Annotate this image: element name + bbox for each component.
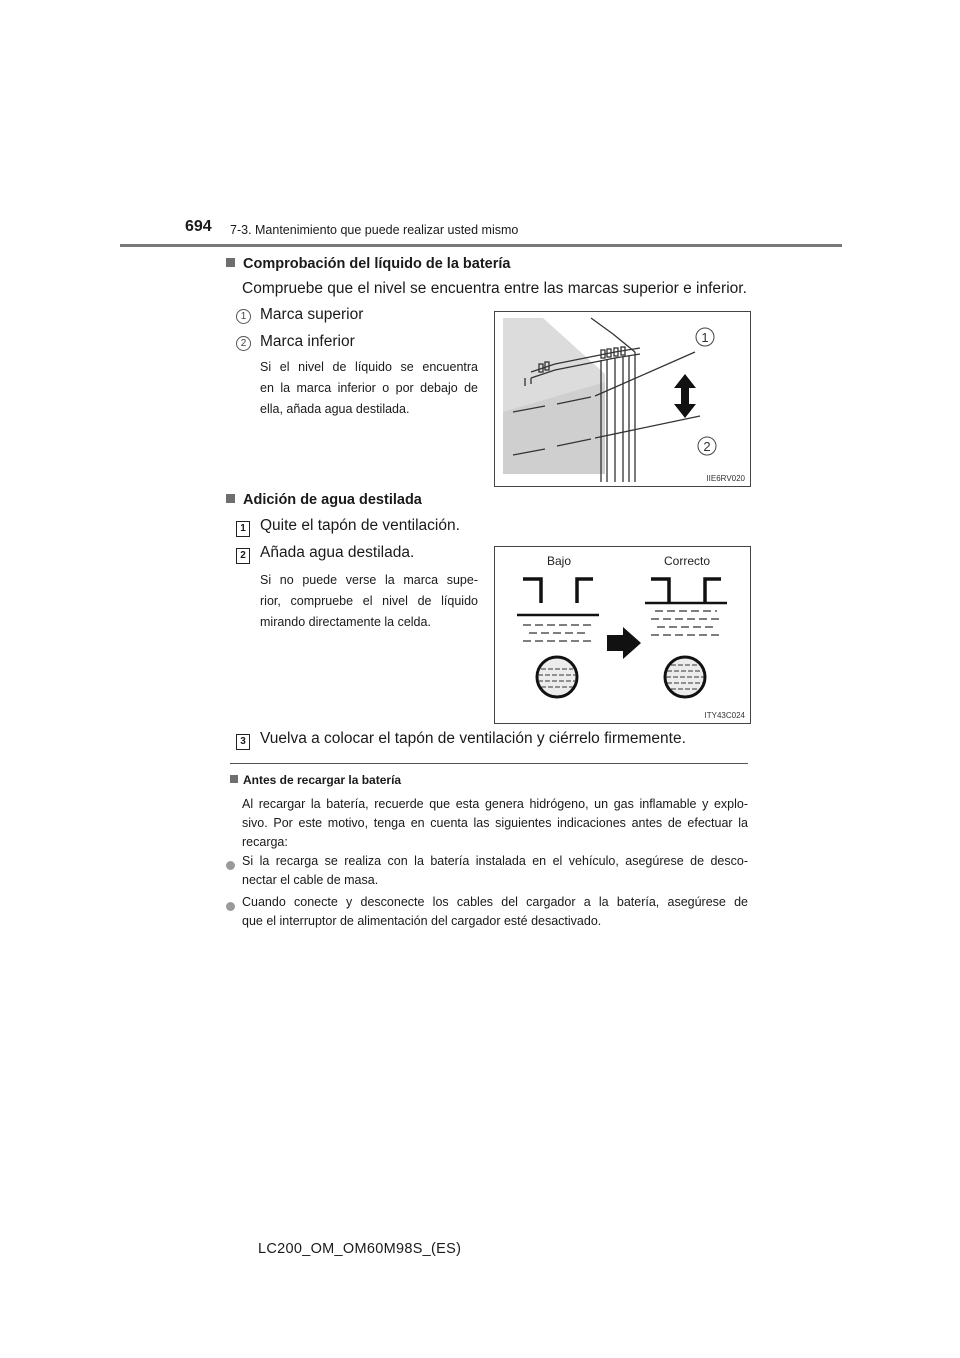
callout-marker: 2 [236,336,251,351]
note-line: en la marca inferior o por debajo de [260,381,478,395]
callout-2-label: 2 [703,439,711,454]
page-number: 694 [185,218,212,235]
bullet-line: Si la recarga se realiza con la batería instalada en el vehículo, asegúrese de desco- [242,854,748,868]
step-number: 1 [236,521,250,537]
header-rule [120,244,842,247]
callout-1-label: 1 [701,330,709,345]
section-title: 7-3. Mantenimiento que puede realizar usted mismo [230,223,519,237]
step-marker [236,545,250,564]
step-text: Añada agua destilada. [260,544,415,561]
heading-add-distilled-water [226,492,422,508]
lower-mark-label: Marca inferior [260,333,355,350]
square-bullet-icon [230,775,238,783]
step-marker [236,518,250,537]
fluid-note [260,357,478,420]
intro-text: Compruebe que el nivel se encuentra entre las marcas superior e inferior. [242,280,747,297]
callout-marker: 1 [236,309,251,324]
info-heading-text: Antes de recargar la batería [243,773,402,787]
list-item [226,857,235,875]
section-separator [230,763,748,764]
figure-code: IIE6RV020 [706,474,745,483]
note-line: ella, añada agua destilada. [260,402,410,416]
paragraph-line: recarga: [242,835,288,849]
upper-mark-label: Marca superior [260,306,364,323]
circle-bullet-icon [226,902,235,911]
paragraph-line: sivo. Por este motivo, tenga en cuenta las siguientes indicaciones antes de efectuar la [242,816,748,830]
info-heading [230,773,401,787]
info-paragraph [242,795,748,852]
step-text: Quite el tapón de ventilación. [260,517,460,534]
circle-bullet-icon [226,861,235,870]
water-note [260,570,478,633]
bullet-text [242,852,748,890]
label-correcto: Correcto [663,554,711,568]
list-item [236,333,251,351]
heading-text: Comprobación del líquido de la batería [243,256,511,272]
water-level-figure [494,546,751,724]
step-text: Vuelva a colocar el tapón de ventilación y ciérrelo firmemente. [260,730,686,747]
step-number: 2 [236,548,250,564]
battery-level-figure [494,311,751,487]
bullet-text [242,893,748,931]
step-marker [236,731,250,750]
paragraph-line: Al recargar la batería, recuerde que esta genera hidrógeno, un gas inflamable y explo- [242,797,748,811]
note-line: Si no puede verse la marca supe- [260,573,478,587]
list-item [236,306,251,324]
bullet-line: nectar el cable de masa. [242,873,379,887]
note-line: Si el nivel de líquido se encuentra [260,360,478,374]
label-bajo: Bajo [546,554,572,568]
heading-text: Adición de agua destilada [243,492,422,508]
square-bullet-icon [226,494,235,503]
note-line: rior, compruebe el nivel de líquido [260,594,478,608]
water-level-illustration [495,547,750,723]
square-bullet-icon [226,258,235,267]
note-line: mirando directamente la celda. [260,615,431,629]
list-item [226,898,235,916]
bullet-line: Cuando conecte y desconecte los cables del cargador a la batería, asegúrese de [242,895,748,909]
figure-code: ITY43C024 [704,711,745,720]
battery-illustration [495,312,750,486]
bullet-line: que el interruptor de alimentación del cargador esté desactivado. [242,914,602,928]
step-number: 3 [236,734,250,750]
footer-doc-code: LC200_OM_OM60M98S_(ES) [258,1241,462,1257]
heading-battery-fluid-check [226,256,510,272]
